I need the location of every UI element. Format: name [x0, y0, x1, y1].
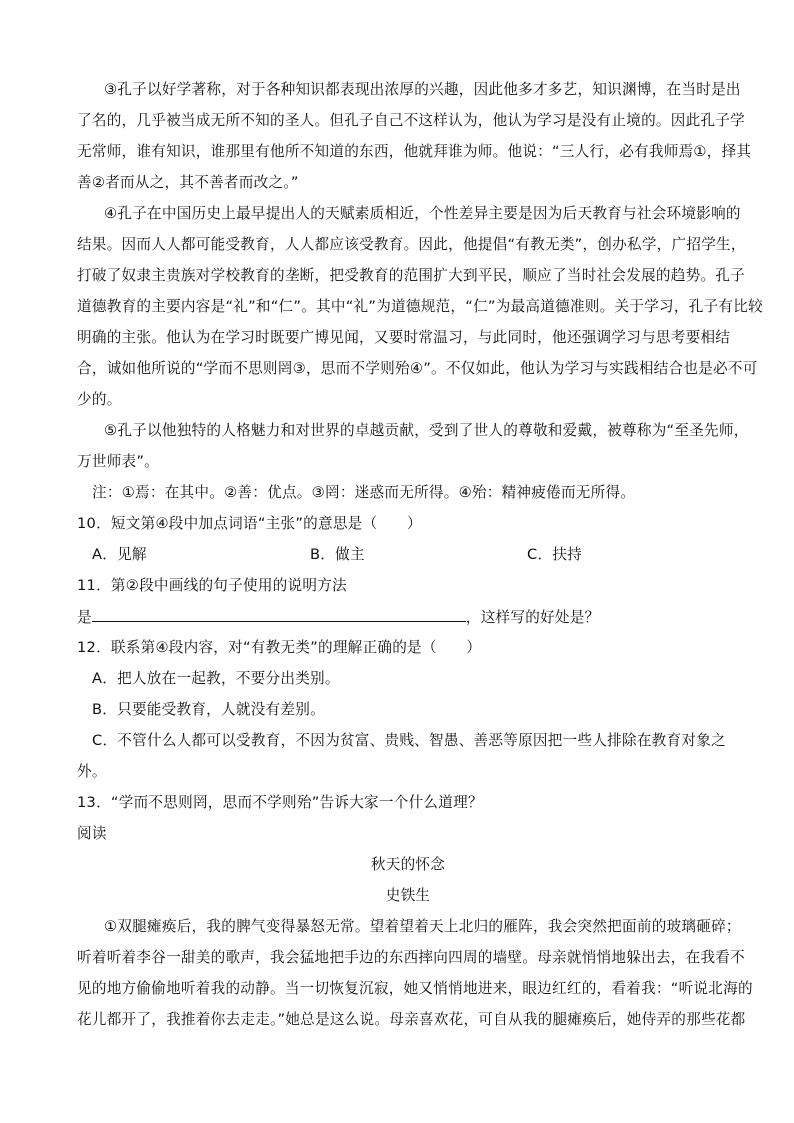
- question-12-stem: 12．联系第④段内容，对“有教无类”的理解正确的是（ ）: [77, 639, 482, 656]
- question-11-suffix: ，这样写的好处是？: [465, 609, 600, 626]
- paragraph-4-line-2: 结果。因而人人都可能受教育，人人都应该受教育。因此，他提倡“有教无类”，创办私学，广招学生，: [77, 236, 746, 253]
- question-12-option-c-line-2: 外。: [77, 763, 107, 780]
- paragraph-3-line-1: ③孔子以好学著称，对于各种知识都表现出浓厚的兴趣，因此他多才多艺，知识渊博，在当时是出: [104, 81, 741, 98]
- article-paragraph-1-line-1: ①双腿瘫痪后，我的脾气变得暴怒无常。望着望着天上北归的雁阵，我会突然把面前的玻璃砸碎；: [104, 918, 741, 935]
- question-12-option-a[interactable]: A．把人放在一起教，不要分出类别。: [92, 670, 340, 687]
- question-10-stem: 10．短文第④段中加点词语“主张”的意思是（ ）: [77, 515, 422, 532]
- article-paragraph-1-line-4: 花儿都开了，我推着你去走走。”她总是这么说。母亲喜欢花，可自从我的腿瘫痪后，她侍弄的那些花都: [77, 1011, 746, 1028]
- paragraph-4-line-1: ④孔子在中国历史上最早提出人的天赋素质相近，个性差异主要是因为后天教育与社会环境影响的: [104, 205, 741, 222]
- article-paragraph-1-line-2: 听着听着李谷一甜美的歌声，我会猛地把手边的东西摔向四周的墙壁。母亲就悄悄地躲出去，在我看不: [77, 949, 745, 966]
- paragraph-5-line-2: 万世师表”。: [77, 453, 160, 470]
- question-10-option-b[interactable]: B．做主: [310, 546, 365, 563]
- paragraph-3-line-4: 善②者而从之，其不善者而改之。”: [77, 174, 299, 191]
- paragraph-4-line-6: 合，诚如他所说的“学而不思则罔③，思而不学则殆④”。不仅如此，他认为学习与实践相结合也是必不可: [77, 360, 758, 377]
- article-author: 史铁生: [385, 887, 431, 904]
- article-paragraph-1-line-3: 见的地方偷偷地听着我的动静。当一切恢复沉寂，她又悄悄地进来，眼边红红的，看着我：“听说北海的: [77, 980, 753, 997]
- question-11-stem: 11．第②段中画线的句子使用的说明方法: [77, 577, 347, 594]
- paragraph-3-line-3: 无常师，谁有知识，谁那里有他所不知道的东西，他就拜谁为师。他说：“三人行，必有我师焉①，择其: [77, 143, 752, 160]
- question-13-stem: 13．“学而不思则罔，思而不学则殆”告诉大家一个什么道理？: [77, 794, 483, 811]
- reading-label: 阅读: [77, 825, 107, 842]
- question-10-option-c[interactable]: C．扶持: [527, 546, 582, 563]
- question-12-option-c-line-1[interactable]: C．不管什么人都可以受教育，不因为贫富、贵贱、智愚、善恶等原因把一些人排除在教育对象之: [92, 732, 726, 749]
- question-11-prefix: 是: [77, 609, 92, 626]
- question-10-option-a[interactable]: A．见解: [92, 546, 147, 563]
- footnotes: 注：①焉：在其中。②善：优点。③罔：迷惑而无所得。④殆：精神疲倦而无所得。: [92, 484, 636, 501]
- question-11-answer-line: [77, 607, 777, 628]
- question-11-answer-blank[interactable]: [92, 607, 466, 622]
- paragraph-4-line-5: 明确的主张。他认为在学习时既要广博见闻，又要时常温习，与此同时，他还强调学习与思考要相结: [77, 329, 731, 346]
- paragraph-3-line-2: 了名的，几乎被当成无所不知的圣人。但孔子自己不这样认为，他认为学习是没有止境的。因此孔子学: [77, 112, 745, 129]
- paragraph-4-line-4: 道德教育的主要内容是“礼”和“仁”。其中“礼”为道德规范，“仁”为最高道德准则。关于学习，孔子有比较: [77, 298, 763, 315]
- question-12-option-b[interactable]: B．只要能受教育，人就没有差别。: [92, 701, 325, 718]
- article-title: 秋天的怀念: [370, 856, 446, 873]
- paragraph-4-line-3: 打破了奴隶主贵族对学校教育的垄断，把受教育的范围扩大到平民，顺应了当时社会发展的趋势。孔子: [77, 267, 745, 284]
- paragraph-4-line-7: 少的。: [77, 391, 122, 408]
- paragraph-5-line-1: ⑤孔子以他独特的人格魅力和对世界的卓越贡献，受到了世人的尊敬和爱戴，被尊称为“至圣先师，: [104, 422, 749, 439]
